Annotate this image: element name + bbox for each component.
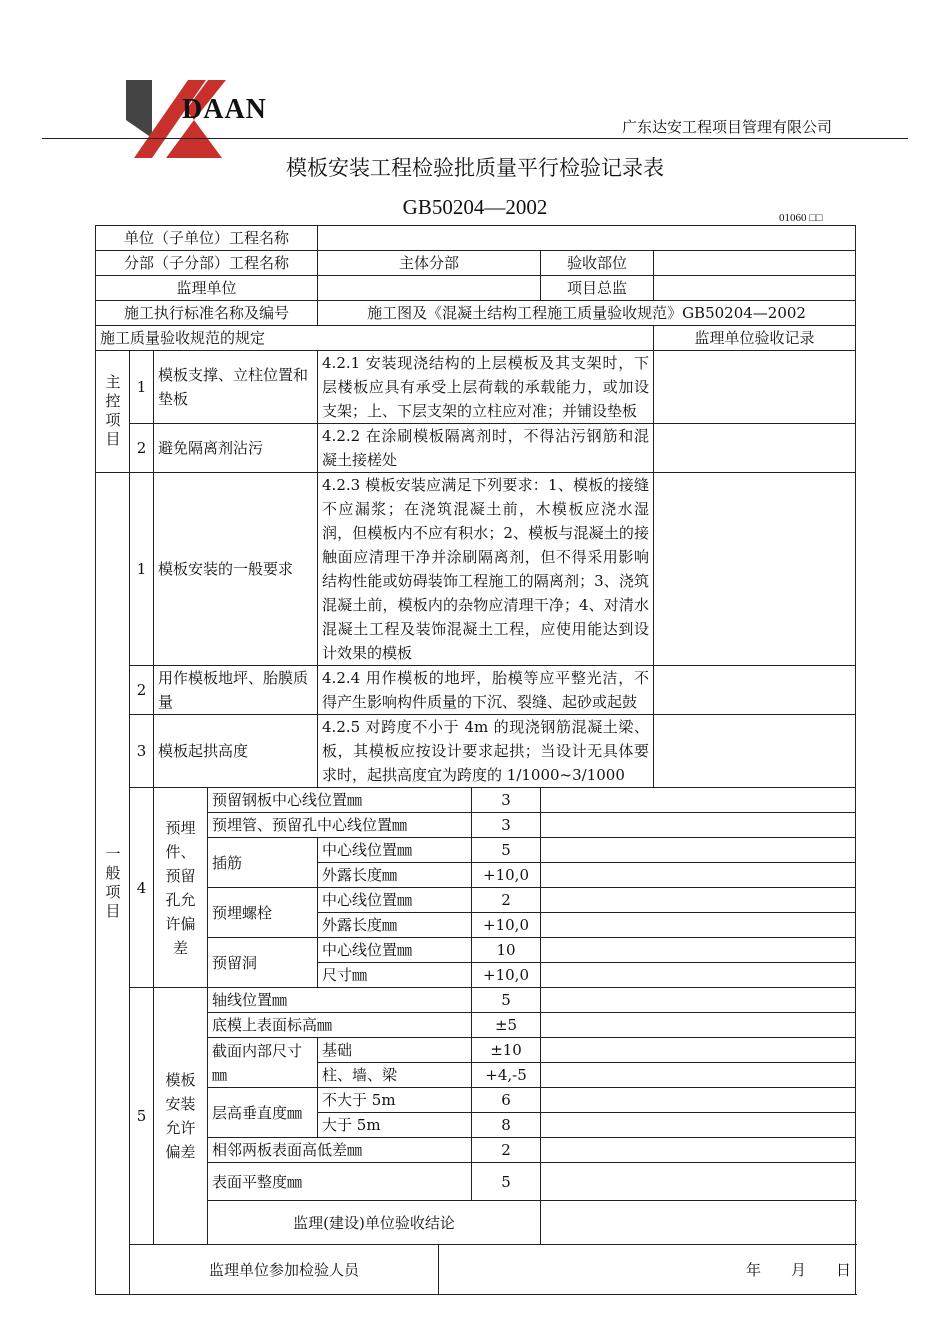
deviation-label: 外露长度㎜ (318, 913, 472, 938)
measure-grid[interactable] (541, 988, 856, 1013)
measure-grid[interactable] (541, 863, 856, 888)
deviation-label: 大于 5m (318, 1113, 472, 1138)
measure-grid[interactable] (541, 913, 856, 938)
deviation-label: 尺寸㎜ (318, 963, 472, 988)
mc-item-record[interactable] (654, 351, 856, 424)
gen-item-no: 2 (130, 666, 154, 715)
deviation-group-label: 插筋 (208, 838, 318, 888)
deviation-value: 5 (472, 1163, 541, 1201)
logo-text: DAAN (182, 94, 267, 125)
deviation-label: 中心线位置㎜ (318, 938, 472, 963)
deviation-value: +10,0 (472, 913, 541, 938)
gen-item5-name: 模板安装允许偏差 (154, 988, 208, 1245)
deviation-label: 外露长度㎜ (318, 863, 472, 888)
gen-item4-name: 预埋件、预留孔允许偏差 (154, 788, 208, 988)
gen-item-record[interactable] (654, 473, 856, 666)
deviation-label: 中心线位置㎜ (318, 888, 472, 913)
deviation-group-label: 层高垂直度㎜ (208, 1088, 318, 1138)
measure-grid[interactable] (541, 1138, 856, 1163)
deviation-group-label: 预埋螺栓 (208, 888, 318, 938)
gen-item4-no: 4 (130, 788, 154, 988)
conclusion-label: 监理(建设)单位验收结论 (208, 1201, 541, 1245)
main-control-text: 主控项目 (103, 373, 122, 450)
measure-grid[interactable] (541, 1038, 856, 1063)
gen-item-desc: 4.2.4 用作模板的地坪，胎模等应平整光洁，不得产生影响构件质量的下沉、裂缝、起砂或起鼓 (318, 666, 654, 715)
deviation-group-label: 预留洞 (208, 938, 318, 988)
exec-standard-value: 施工图及《混凝土结构工程施工质量验收规范》GB50204—2002 (318, 301, 856, 326)
general-text: 一般项目 (103, 845, 122, 922)
deviation-value: ±5 (472, 1013, 541, 1038)
deviation-label: 表面平整度㎜ (208, 1163, 472, 1201)
gen-item-desc: 4.2.3 模板安装应满足下列要求：1、模板的接缝不应漏浆；在浇筑混凝土前，木模板应浇水湿润，但模板内不应有积水；2、模板与混凝土的接触面应清理干净并涂刷隔离剂，但不得采用影响结构性能或妨碍装饰工程施工的隔离剂；3、浇筑混凝土前，模板内的杂物应清理干净；4、对清水混凝土工程及装饰混凝土工程，应使用能达到设计效果的模板 (318, 473, 654, 666)
deviation-label: 轴线位置㎜ (208, 988, 472, 1013)
accept-part-value[interactable] (654, 251, 856, 276)
deviation-label: 底模上表面标高㎜ (208, 1013, 472, 1038)
page-title: 模板安装工程检验批质量平行检验记录表 (286, 156, 664, 180)
gen-item-record[interactable] (654, 666, 856, 715)
deviation-value: 3 (472, 788, 541, 813)
spec-label: 施工质量验收规范的规定 (96, 326, 654, 351)
measure-grid[interactable] (541, 1088, 856, 1113)
accept-part-label: 验收部位 (541, 251, 654, 276)
measure-grid[interactable] (541, 788, 856, 813)
measure-grid[interactable] (541, 938, 856, 963)
deviation-value: +4,-5 (472, 1063, 541, 1088)
mc-item-no: 2 (130, 424, 154, 473)
inspection-table (95, 225, 856, 1295)
company-name: 广东达安工程项目管理有限公司 (621, 118, 832, 136)
gen-item5-no: 5 (130, 988, 154, 1245)
mc-item-desc: 4.2.2 在涂刷模板隔离剂时，不得沾污钢筋和混凝土接槎处 (318, 424, 654, 473)
deviation-label: 柱、墙、梁 (318, 1063, 472, 1088)
gen-item-no: 3 (130, 715, 154, 788)
form-number: 01060 □□ (779, 212, 823, 224)
gen-item-name: 用作模板地坪、胎膜质量 (154, 666, 318, 715)
measure-grid[interactable] (541, 813, 856, 838)
deviation-label: 中心线位置㎜ (318, 838, 472, 863)
chief-supervisor-value[interactable] (654, 276, 856, 301)
measure-grid[interactable] (541, 1163, 856, 1201)
sub-project-label: 分部（子分部）工程名称 (96, 251, 318, 276)
deviation-value: 3 (472, 813, 541, 838)
sign-date[interactable]: 年 月 日 (439, 1245, 856, 1295)
main-control-label (96, 351, 130, 473)
deviation-group-label: 截面内部尺寸㎜ (208, 1038, 318, 1088)
deviation-label: 基础 (318, 1038, 472, 1063)
gen-item-no: 1 (130, 473, 154, 666)
deviation-value: 10 (472, 938, 541, 963)
gen-item-name: 模板起拱高度 (154, 715, 318, 788)
measure-grid[interactable] (541, 1063, 856, 1088)
measure-grid[interactable] (541, 1013, 856, 1038)
mc-item-no: 1 (130, 351, 154, 424)
chief-supervisor-label: 项目总监 (541, 276, 654, 301)
gen-item-name: 模板安装的一般要求 (154, 473, 318, 666)
unit-project-value[interactable] (318, 226, 856, 251)
deviation-label: 相邻两板表面高低差㎜ (208, 1138, 472, 1163)
supervisor-unit-value[interactable] (318, 276, 541, 301)
inspector-label: 监理单位参加检验人员 (130, 1245, 439, 1295)
unit-project-label: 单位（子单位）工程名称 (96, 226, 318, 251)
deviation-value: 6 (472, 1088, 541, 1113)
measure-grid[interactable] (541, 1113, 856, 1138)
supervisor-unit-label: 监理单位 (96, 276, 318, 301)
mc-item-desc: 4.2.1 安装现浇结构的上层模板及其支架时，下层楼板应具有承受上层荷载的承载能力，或加设支架；上、下层支架的立柱应对准；并铺设垫板 (318, 351, 654, 424)
record-label: 监理单位验收记录 (654, 326, 856, 351)
mc-item-name: 模板支撑、立柱位置和垫板 (154, 351, 318, 424)
measure-grid[interactable] (541, 888, 856, 913)
deviation-value: +10,0 (472, 963, 541, 988)
deviation-value: 5 (472, 988, 541, 1013)
mc-item-record[interactable] (654, 424, 856, 473)
exec-standard-label: 施工执行标准名称及编号 (96, 301, 318, 326)
deviation-value: +10,0 (472, 863, 541, 888)
deviation-value: 2 (472, 1138, 541, 1163)
deviation-label: 预埋管、预留孔中心线位置㎜ (208, 813, 472, 838)
standard-code: GB50204—2002 (402, 195, 548, 219)
deviation-value: ±10 (472, 1038, 541, 1063)
deviation-label: 预留钢板中心线位置㎜ (208, 788, 472, 813)
measure-grid[interactable] (541, 963, 856, 988)
gen-item-record[interactable] (654, 715, 856, 788)
gen-item-desc: 4.2.5 对跨度不小于 4m 的现浇钢筋混凝土梁、板，其模板应按设计要求起拱；当设计无具体要求时，起拱高度宜为跨度的 1/1000~3/1000 (318, 715, 654, 788)
deviation-value: 5 (472, 838, 541, 863)
deviation-value: 2 (472, 888, 541, 913)
mc-item-name: 避免隔离剂沾污 (154, 424, 318, 473)
measure-grid[interactable] (541, 838, 856, 863)
sub-project-value: 主体分部 (318, 251, 541, 276)
general-label (96, 473, 130, 1295)
conclusion-value[interactable] (541, 1201, 856, 1245)
deviation-label: 不大于 5m (318, 1088, 472, 1113)
deviation-value: 8 (472, 1113, 541, 1138)
header-divider (42, 138, 908, 139)
